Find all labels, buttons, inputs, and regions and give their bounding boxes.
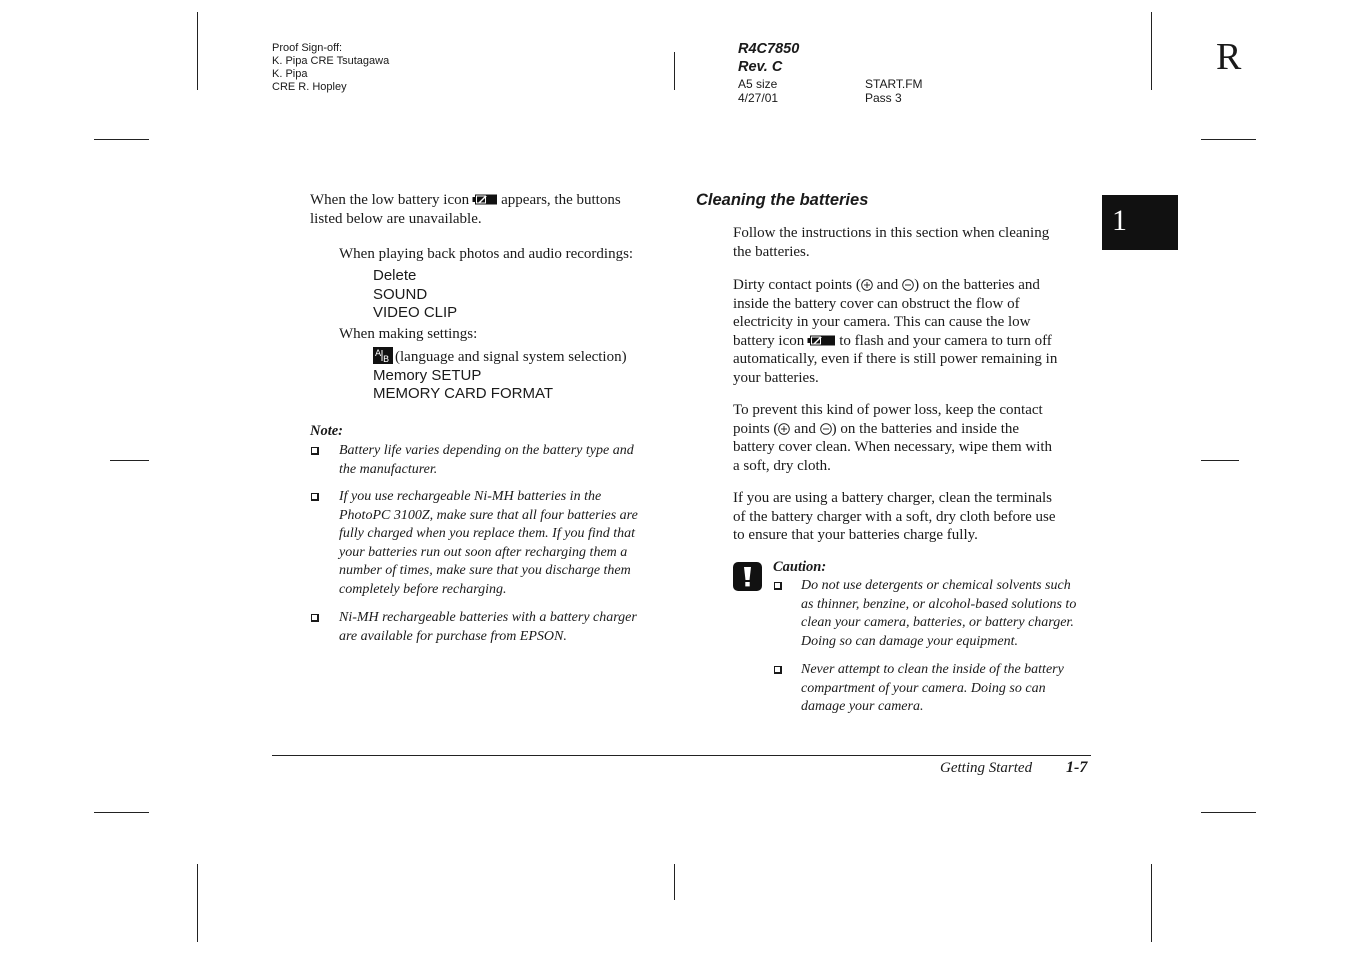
menu-item-delete: Delete [373, 267, 417, 284]
caution-line: Doing so can damage your equipment. [801, 633, 1018, 649]
crop-mark [674, 52, 675, 90]
page-number: 1-7 [1066, 759, 1088, 776]
note-line: If you use rechargeable Ni-MH batteries in the [339, 489, 602, 504]
menu-item-sound: SOUND [373, 285, 428, 303]
bullet-icon [311, 493, 319, 501]
settings-item-language [373, 347, 627, 367]
settings-items [373, 347, 627, 404]
paragraph-line [733, 276, 1057, 295]
proof-line: CRE R. Hopley [272, 81, 347, 93]
note-line: fully charged when you replace them. If you find that [339, 526, 636, 541]
footer-rule [272, 755, 1091, 756]
text-segment: and [876, 277, 899, 293]
revision: Rev. C [738, 59, 783, 75]
page-size: A5 size [738, 77, 778, 91]
paragraph-line [733, 420, 1052, 439]
note-line: Battery life varies depending on the battery type and [339, 443, 634, 458]
svg-text:A: A [375, 349, 382, 359]
footer-section: Getting Started [940, 760, 1033, 776]
note-line: Ni-MH rechargeable batteries with a battery charger [339, 610, 637, 625]
paragraph-3 [733, 401, 1052, 475]
proof-line: K. Pipa CRE Tsutagawa [272, 55, 390, 67]
caution-line: damage your camera. [801, 699, 924, 714]
settings-item-label: (language and signal system selection) [395, 349, 627, 365]
paragraph-line: your batteries. [733, 369, 819, 386]
note-label: Note: [310, 423, 344, 439]
crop-mark [94, 812, 149, 813]
pass-number: Pass 3 [865, 91, 902, 105]
corner-mark: R [1216, 36, 1242, 78]
crop-mark [94, 139, 149, 140]
settings-heading: When making settings: [339, 326, 478, 342]
low-battery-icon [807, 335, 836, 346]
low-battery-icon [472, 194, 498, 205]
note-line: completely before recharging. [339, 581, 507, 597]
intro-line: listed below are unavailable. [310, 210, 482, 227]
note-line: your batteries run out soon after recharging them a [339, 544, 628, 560]
crop-mark [1151, 864, 1152, 942]
text-segment: to flash and your camera to turn off [839, 332, 1052, 349]
intro-segment: appears, the buttons [501, 192, 621, 208]
paragraph-line: To prevent this kind of power loss, keep the contact [733, 402, 1043, 418]
plus-terminal-icon [778, 423, 790, 435]
paragraph-line: of the battery charger with a soft, dry cloth before use [733, 508, 1056, 525]
crop-mark [197, 864, 198, 942]
caution-line: Do not use detergents or chemical solvents such [801, 578, 1071, 593]
note-line: number of times, make sure that you discharge them [339, 563, 631, 578]
playback-items [373, 267, 457, 323]
note-line: the manufacturer. [339, 461, 438, 477]
text-segment: battery icon [733, 332, 805, 349]
note-item [339, 609, 637, 646]
note-item [339, 488, 638, 599]
caution-line: compartment of your camera. Doing so can [801, 680, 1046, 696]
bullet-icon [774, 666, 782, 674]
text-segment: Dirty contact points ( [733, 277, 861, 293]
caution-line: clean your camera, batteries, or battery charger. [801, 615, 1074, 630]
caution-line: as thinner, benzine, or alcohol-based solutions to [801, 596, 1077, 612]
paragraph-line: electricity in your camera. This can cause the low [733, 314, 1031, 330]
paragraph-line: automatically, even if there is still power remaining in [733, 351, 1058, 367]
intro-segment: When the low battery icon [310, 192, 470, 208]
chapter-number: 1 [1112, 204, 1127, 237]
svg-text:B: B [383, 355, 390, 364]
settings-item-memory-setup: Memory SETUP [373, 366, 482, 384]
paragraph-line: battery cover clean. When necessary, wipe them with [733, 439, 1053, 455]
paragraph-line: a soft, dry cloth. [733, 457, 831, 474]
paragraph-line: If you are using a battery charger, clean the terminals [733, 490, 1052, 506]
section-title: Cleaning the batteries [696, 191, 869, 209]
paragraph-line: Follow the instructions in this section when cleaning [733, 225, 1050, 241]
text-segment: ) on the batteries and [914, 277, 1040, 293]
crop-mark [1201, 139, 1256, 140]
proof-signoff [272, 42, 389, 94]
paragraph-line [733, 332, 1057, 351]
bullet-icon [774, 582, 782, 590]
crop-mark [674, 864, 675, 900]
document-code: R4C7850 [738, 41, 800, 57]
minus-terminal-icon [902, 279, 914, 291]
note-line: PhotoPC 3100Z, make sure that all four batteries are [339, 507, 638, 523]
proof-date: 4/27/01 [738, 91, 779, 105]
proof-line: Proof Sign-off: [272, 42, 343, 54]
bullet-icon [311, 447, 319, 455]
paragraph-2 [733, 276, 1057, 387]
crop-mark [1151, 12, 1152, 90]
menu-item-video-clip: VIDEO CLIP [373, 304, 458, 321]
crop-mark [1201, 812, 1256, 813]
language-icon [373, 347, 393, 364]
crop-mark [110, 460, 149, 461]
paragraph-line: inside the battery cover can obstruct the flow of [733, 295, 1020, 312]
intro-line [310, 191, 680, 210]
crop-mark [1201, 460, 1239, 461]
playback-heading: When playing back photos and audio recordings: [339, 246, 634, 262]
settings-item-card-format: MEMORY CARD FORMAT [373, 385, 554, 402]
crop-mark [197, 12, 198, 90]
caution-line: Never attempt to clean the inside of the battery [801, 662, 1064, 677]
caution-label: Caution: [773, 559, 827, 575]
paragraph-4 [733, 489, 1056, 545]
text-segment: points ( [733, 420, 779, 437]
file-name: START.FM [865, 77, 923, 91]
intro-text [310, 191, 680, 228]
plus-terminal-icon [861, 279, 873, 291]
text-segment: and [794, 420, 816, 437]
paragraph-line: to ensure that your batteries charge fully. [733, 527, 978, 543]
text-segment: ) on the batteries and inside the [831, 420, 1020, 437]
caution-item [801, 661, 1064, 717]
chapter-tab [1102, 195, 1178, 250]
paragraph-line: the batteries. [733, 243, 810, 260]
note-item [339, 442, 634, 479]
bullet-icon [311, 614, 319, 622]
note-line: are available for purchase from EPSON. [339, 628, 567, 644]
caution-icon [733, 562, 762, 591]
paragraph-1 [733, 224, 1049, 261]
proof-line: K. Pipa [272, 68, 308, 80]
caution-item [801, 577, 1076, 651]
minus-terminal-icon [820, 423, 832, 435]
